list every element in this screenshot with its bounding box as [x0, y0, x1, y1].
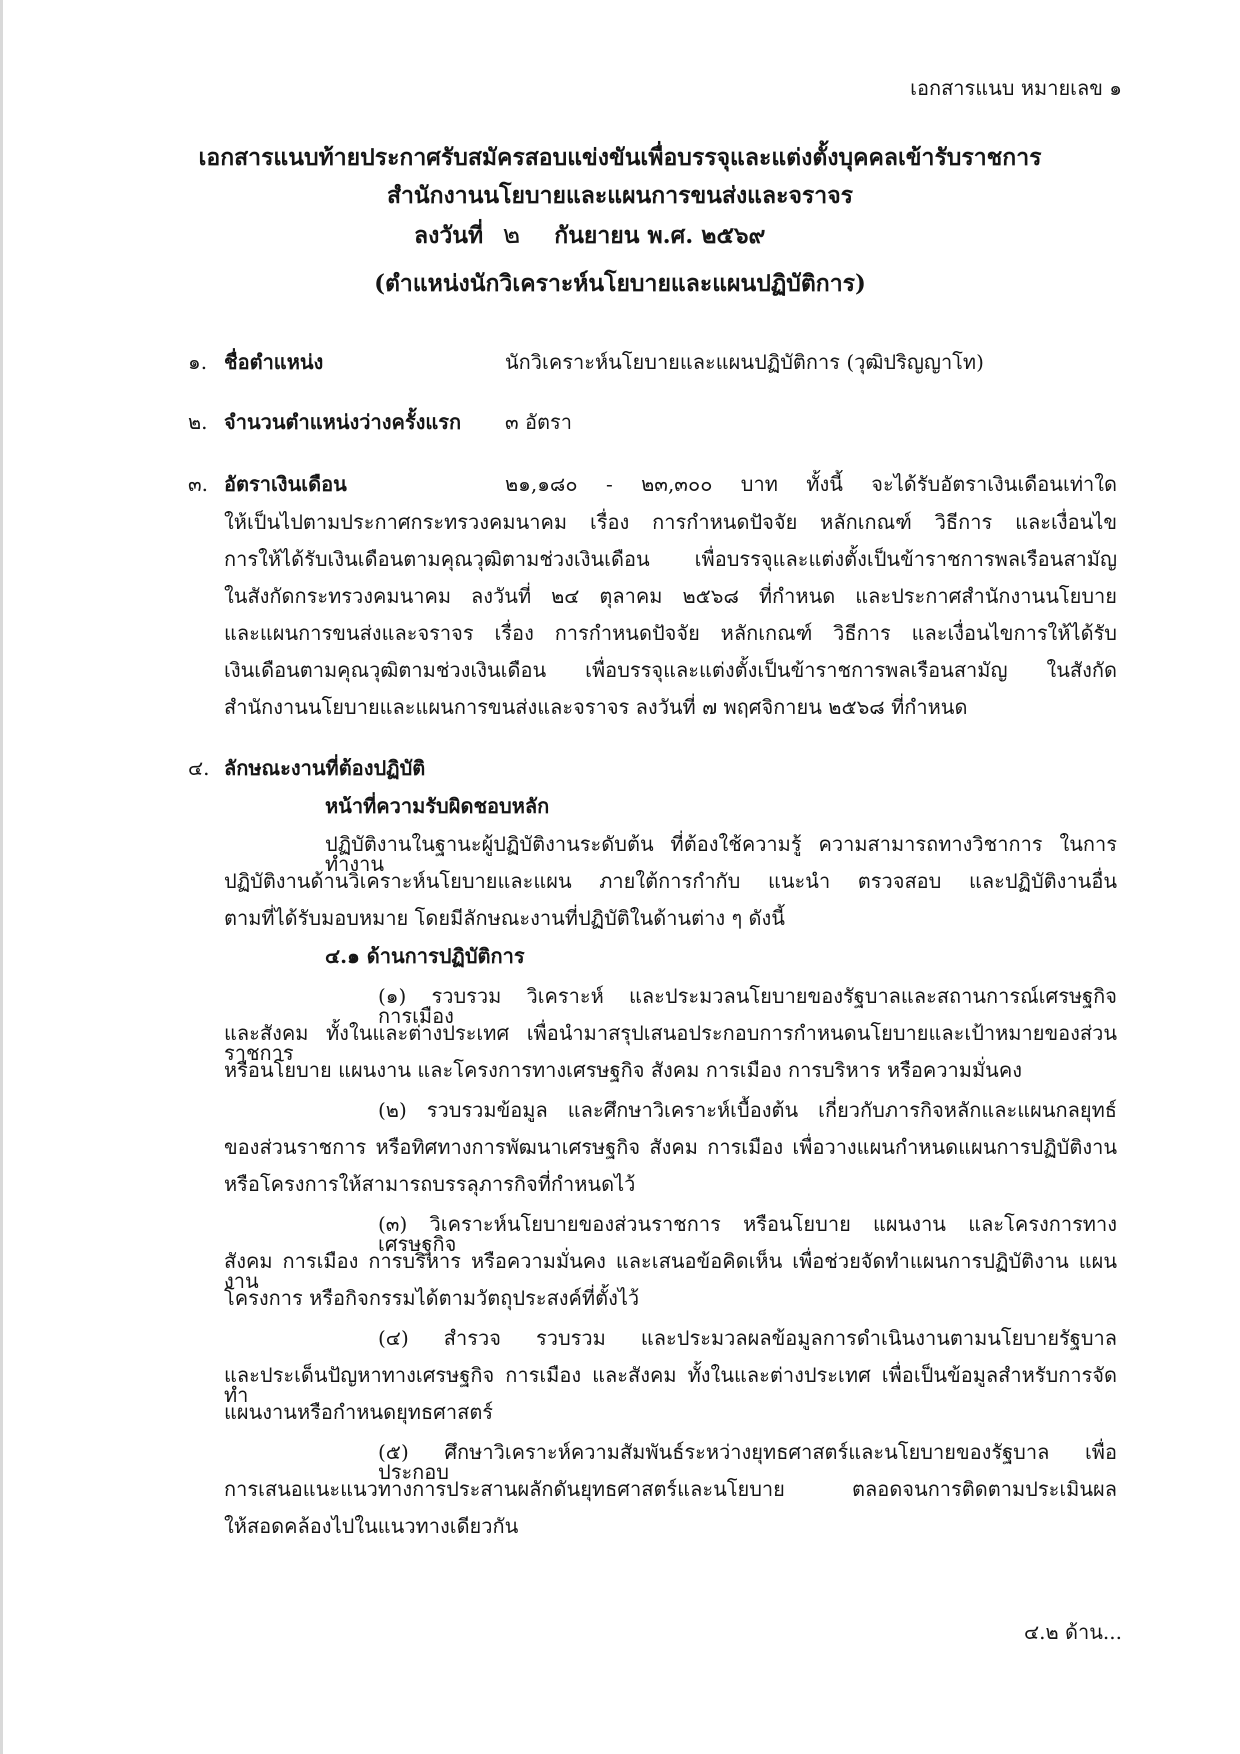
item3-salary-range: ๒๑,๑๘๐ - ๒๓,๓๐๐ บาท ทั้งนี้ จะได้รับอัตราเงินเดือนเท่าใด: [505, 472, 1117, 496]
item4-label: ลักษณะงานที่ต้องปฏิบัติ: [224, 756, 426, 780]
attachment-label: เอกสารแนบ หมายเลข ๑: [910, 76, 1122, 100]
item4-subheading: หน้าที่ความรับผิดชอบหลัก: [325, 794, 550, 818]
item2-number: ๒.: [188, 410, 208, 434]
subitem-4-line: แผนงานหรือกำหนดยุทธศาสตร์: [224, 1400, 494, 1424]
title-line-2: สำนักงานนโยบายและแผนการขนส่งและจราจร: [386, 182, 854, 209]
item1-value: นักวิเคราะห์นโยบายและแผนปฏิบัติการ (วุฒิปริญญาโท): [505, 350, 984, 374]
item4-number: ๔.: [188, 756, 210, 780]
title-line-1: เอกสารแนบท้ายประกาศรับสมัครสอบแข่งขันเพื่อบรรจุและแต่งตั้งบุคคลเข้ารับราชการ: [198, 144, 1042, 171]
item2-label: จำนวนตำแหน่งว่างครั้งแรก: [224, 410, 462, 434]
subitem-5-line: (๕) ศึกษาวิเคราะห์ความสัมพันธ์ระหว่างยุทธศาสตร์และนโยบายของรัฐบาล เพื่อประกอบ: [378, 1440, 1117, 1484]
subitem-3-line: โครงการ หรือกิจกรรมได้ตามวัตถุประสงค์ที่ตั้งไว้: [224, 1286, 640, 1310]
item3-number: ๓.: [188, 472, 209, 496]
subitem-3-line: สังคม การเมือง การบริหาร หรือความมั่นคง และเสนอข้อคิดเห็น เพื่อช่วยจัดทำแผนการปฏิบัติงาน แผนงาน: [224, 1249, 1117, 1293]
subitem-4-line: (๔) สำรวจ รวบรวม และประมวลผลข้อมูลการดำเนินงานตามนโยบายรัฐบาล: [378, 1326, 1117, 1350]
item3-text-line: สำนักงานนโยบายและแผนการขนส่งและจราจร ลงวันที่ ๗ พฤศจิกายน ๒๕๖๘ ที่กำหนด: [224, 695, 968, 719]
item4-intro-line: ปฏิบัติงานในฐานะผู้ปฏิบัติงานระดับต้น ที่ต้องใช้ความรู้ ความสามารถทางวิชาการ ในการทำงาน: [325, 832, 1117, 876]
footer-continuation: ๔.๒ ด้าน...: [1024, 1620, 1122, 1644]
item3-label: อัตราเงินเดือน: [224, 472, 347, 496]
item3-text-line: เงินเดือนตามคุณวุฒิตามช่วงเงินเดือน เพื่อบรรจุและแต่งตั้งเป็นข้าราชการพลเรือนสามัญ ในสังกัด: [224, 658, 1117, 682]
item3-text-line: ให้เป็นไปตามประกาศกระทรวงคมนาคม เรื่อง การกำหนดปัจจัย หลักเกณฑ์ วิธีการ และเงื่อนไข: [224, 510, 1117, 534]
subitem-2-line: (๒) รวบรวมข้อมูล และศึกษาวิเคราะห์เบื้องต้น เกี่ยวกับภารกิจหลักและแผนกลยุทธ์: [378, 1098, 1117, 1122]
subitem-1-line: และสังคม ทั้งในและต่างประเทศ เพื่อนำมาสรุปเสนอประกอบการกำหนดนโยบายและเป้าหมายของส่วนราชการ: [224, 1021, 1117, 1065]
subitem-3-line: (๓) วิเคราะห์นโยบายของส่วนราชการ หรือนโยบาย แผนงาน และโครงการทางเศรษฐกิจ: [378, 1212, 1117, 1256]
subitem-2-line: ของส่วนราชการ หรือทิศทางการพัฒนาเศรษฐกิจ สังคม การเมือง เพื่อวางแผนกำหนดแผนการปฏิบัติงาน: [224, 1135, 1117, 1159]
date-month-year: กันยายน พ.ศ. ๒๕๖๙: [554, 222, 766, 249]
date-prefix: ลงวันที่: [414, 222, 484, 249]
title-date-line: [414, 219, 766, 251]
item4-intro-line: ปฏิบัติงานด้านวิเคราะห์นโยบายและแผน ภายใต้การกำกับ แนะนำ ตรวจสอบ และปฏิบัติงานอื่น: [224, 869, 1117, 893]
title-line-4: (ตำแหน่งนักวิเคราะห์นโยบายและแผนปฏิบัติการ): [374, 270, 866, 297]
subitem-2-line: หรือโครงการให้สามารถบรรลุภารกิจที่กำหนดไว้: [224, 1172, 636, 1196]
handwritten-day: ๒: [502, 219, 522, 251]
item1-label: ชื่อตำแหน่ง: [224, 350, 324, 374]
item2-value: ๓ อัตรา: [505, 410, 573, 434]
scan-edge: [0, 0, 3, 1754]
subitem-5-line: ให้สอดคล้องไปในแนวทางเดียวกัน: [224, 1514, 519, 1538]
section-4-1-title: ๔.๑ ด้านการปฏิบัติการ: [325, 944, 525, 968]
item3-text-line: การให้ได้รับเงินเดือนตามคุณวุฒิตามช่วงเงินเดือน เพื่อบรรจุและแต่งตั้งเป็นข้าราชการพลเรือนสามัญ: [224, 547, 1117, 571]
item3-text-line: ในสังกัดกระทรวงคมนาคม ลงวันที่ ๒๔ ตุลาคม ๒๕๖๘ ที่กำหนด และประกาศสำนักงานนโยบาย: [224, 584, 1117, 608]
subitem-5-line: การเสนอแนะแนวทางการประสานผลักดันยุทธศาสตร์และนโยบาย ตลอดจนการติดตามประเมินผล: [224, 1477, 1117, 1501]
item1-number: ๑.: [188, 350, 208, 374]
subitem-1-line: (๑) รวบรวม วิเคราะห์ และประมวลนโยบายของรัฐบาลและสถานการณ์เศรษฐกิจการเมือง: [378, 984, 1117, 1028]
subitem-1-line: หรือนโยบาย แผนงาน และโครงการทางเศรษฐกิจ สังคม การเมือง การบริหาร หรือความมั่นคง: [224, 1058, 1022, 1082]
item3-text-line: และแผนการขนส่งและจราจร เรื่อง การกำหนดปัจจัย หลักเกณฑ์ วิธีการ และเงื่อนไขการให้ได้รับ: [224, 621, 1117, 645]
subitem-4-line: และประเด็นปัญหาทางเศรษฐกิจ การเมือง และสังคม ทั้งในและต่างประเทศ เพื่อเป็นข้อมูลสำหรับการจัดทำ: [224, 1363, 1117, 1407]
item4-intro-line: ตามที่ได้รับมอบหมาย โดยมีลักษณะงานที่ปฏิบัติในด้านต่าง ๆ ดังนี้: [224, 906, 785, 930]
